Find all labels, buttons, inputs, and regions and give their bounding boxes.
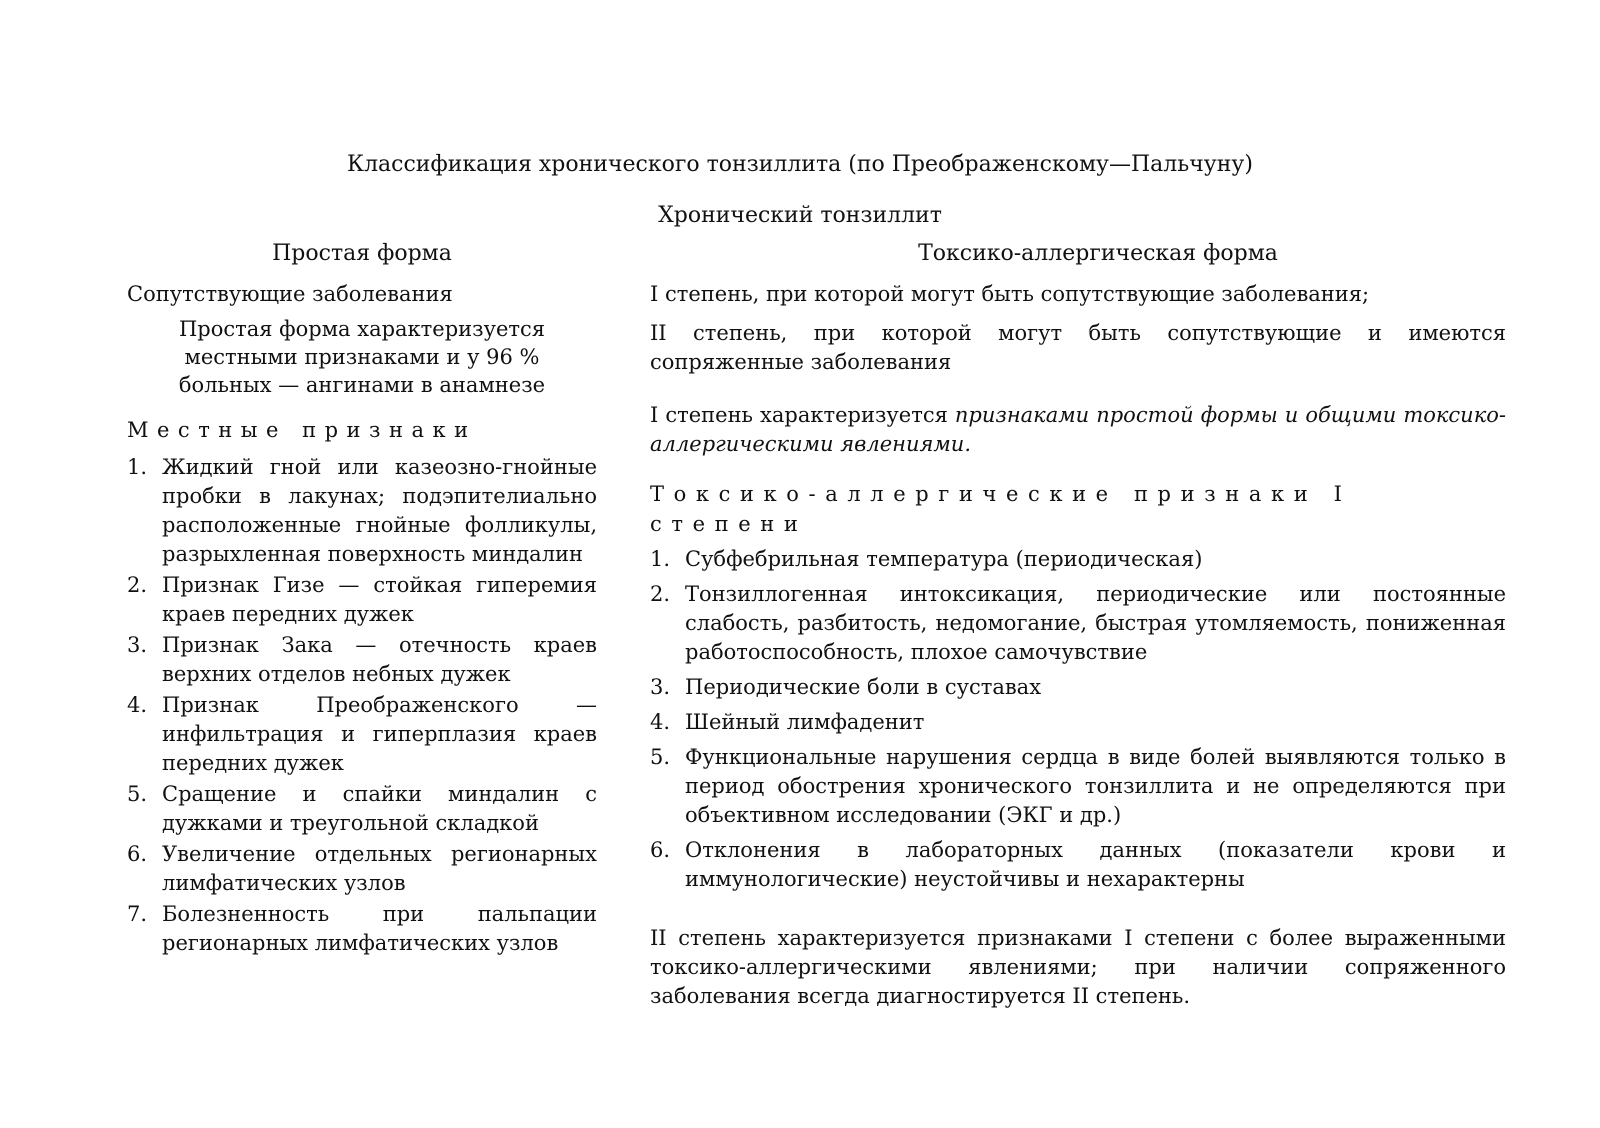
list-item-number: 4.: [650, 710, 671, 734]
list-item-number: 3.: [650, 675, 671, 699]
list-item: [127, 453, 597, 569]
list-item-text: Жидкий гной или казеозно-гнойные пробки в лакунах; подэпителиально расположенные гнойные фолликулы, разрыхленная поверхность миндалин: [162, 455, 597, 566]
degree-1-description-prefix: I степень характеризуется: [650, 403, 955, 427]
list-item-text: Шейный лимфаденит: [685, 710, 925, 734]
degree-2-description: II степень характеризуется признаками I степени с более выраженными токсико-аллергическими явлениями; при наличии сопряженного заболевания всегда диагностируется II степень.: [650, 926, 1506, 1008]
local-signs-heading: Местные признаки: [127, 418, 477, 442]
toxic-allergic-signs-list: [650, 545, 1506, 894]
list-item-number: 3.: [127, 633, 148, 657]
list-item-text: Признак Гизе — стойкая гиперемия краев передних дужек: [162, 573, 597, 626]
list-item: [650, 673, 1506, 702]
local-signs-list: [127, 453, 597, 958]
list-item-text: Болезненность при пальпации регионарных лимфатических узлов: [162, 902, 597, 955]
simple-form-column: [127, 240, 597, 960]
list-item: [650, 580, 1506, 667]
simple-form-description: Простая форма характеризуется местными признаками и у 96 % больных — ангинами в анамнезе: [178, 317, 546, 397]
list-item-number: 5.: [127, 782, 148, 806]
list-item-number: 6.: [127, 842, 148, 866]
list-item: [650, 743, 1506, 830]
list-item-number: 7.: [127, 902, 148, 926]
simple-form-heading: Простая форма: [272, 241, 452, 266]
toxic-allergic-form-heading: Токсико-аллергическая форма: [918, 241, 1278, 266]
list-item: [127, 900, 597, 958]
concomitant-diseases-label: Сопутствующие заболевания: [127, 282, 453, 306]
list-item-number: 5.: [650, 745, 671, 769]
list-item-text: Признак Зака — отечность краев верхних отделов небных дужек: [162, 633, 597, 686]
list-item-text: Тонзиллогенная интоксикация, периодические или постоянные слабость, разбитость, недомогание, быстрая утомляемость, пониженная работоспособность, плохое самочувствие: [685, 582, 1506, 664]
document-subtitle: Хронический тонзиллит: [658, 203, 942, 228]
list-item: [650, 545, 1506, 574]
list-item: [127, 840, 597, 898]
document-title: Классификация хронического тонзиллита (по Преображенскому—Пальчуну): [347, 152, 1253, 177]
degree-1-line: I степень, при которой могут быть сопутствующие заболевания;: [650, 282, 1370, 306]
list-item: [127, 780, 597, 838]
list-item-text: Сращение и спайки миндалин с дужками и треугольной складкой: [162, 782, 597, 835]
list-item: [127, 571, 597, 629]
list-item: [650, 708, 1506, 737]
degree-1-description-italic: признаками простой формы и общими токсико-аллергическими явлениями.: [650, 403, 1506, 456]
list-item-text: Увеличение отдельных регионарных лимфатических узлов: [162, 842, 597, 895]
degree-2-line: II степень, при которой могут быть сопутствующие и имеются сопряженные заболевания: [650, 321, 1506, 374]
list-item-text: Периодические боли в суставах: [685, 675, 1042, 699]
list-item-number: 1.: [127, 455, 148, 479]
list-item-number: 2.: [127, 573, 148, 597]
list-item-text: Субфебрильная температура (периодическая): [685, 547, 1203, 571]
list-item: [127, 631, 597, 689]
toxic-allergic-signs-heading: Токсико-аллергические признаки I степени: [650, 482, 1352, 536]
toxic-allergic-form-column: [650, 240, 1506, 1011]
list-item-text: Признак Преображенского — инфильтрация и гиперплазия краев передних дужек: [162, 693, 597, 775]
degree-1-description: [650, 401, 1506, 459]
list-item-number: 1.: [650, 547, 671, 571]
list-item: [650, 836, 1506, 894]
list-item-text: Отклонения в лабораторных данных (показатели крови и иммунологические) неустойчивы и нехарактерны: [685, 838, 1506, 891]
list-item-text: Функциональные нарушения сердца в виде болей выявляются только в период обострения хронического тонзиллита и не определяются при объективном исследовании (ЭКГ и др.): [685, 745, 1506, 827]
list-item-number: 6.: [650, 838, 671, 862]
list-item: [127, 691, 597, 778]
list-item-number: 4.: [127, 693, 148, 717]
list-item-number: 2.: [650, 582, 671, 606]
